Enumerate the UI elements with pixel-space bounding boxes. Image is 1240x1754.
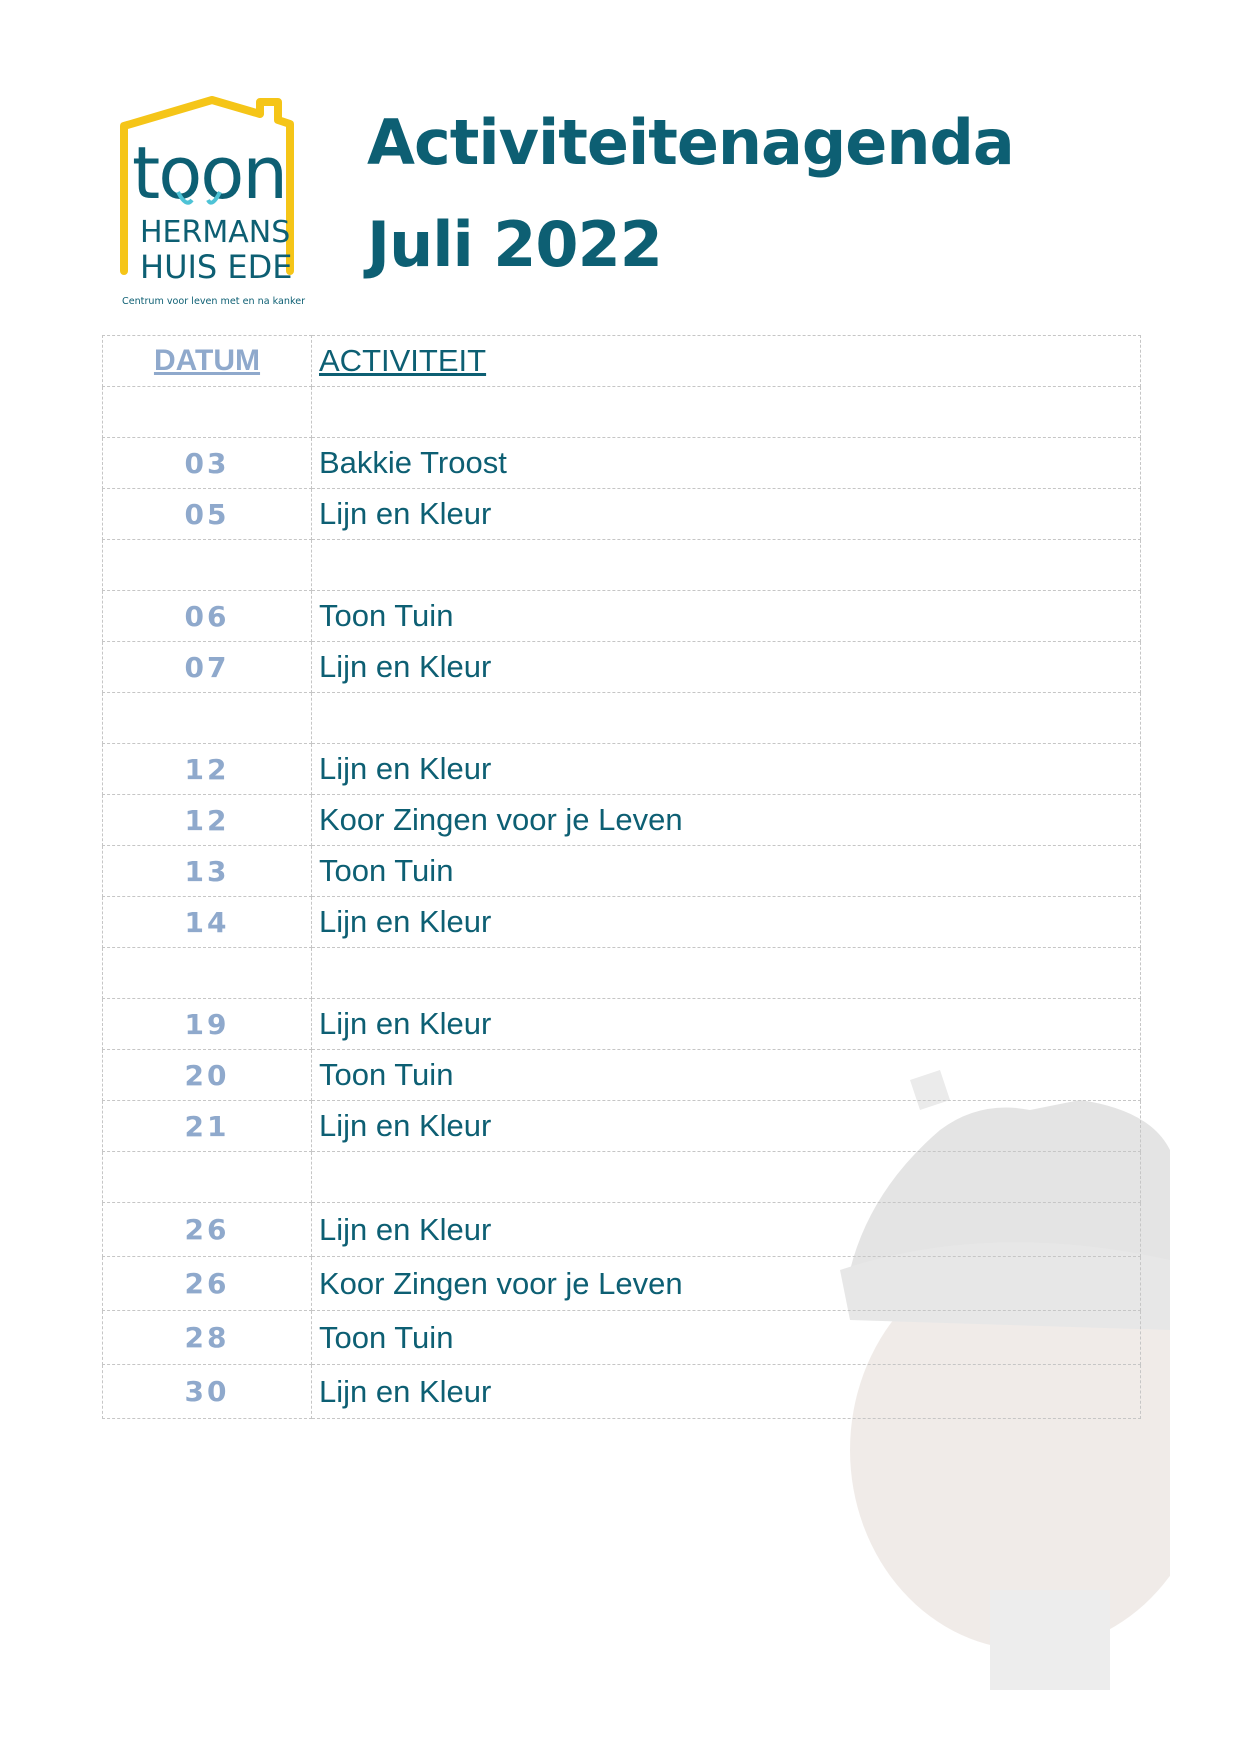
table-row [103,387,1141,438]
date-cell [103,387,312,438]
table-row [103,897,1141,948]
date-cell: 20 [103,1050,312,1101]
table-row [103,999,1141,1050]
activity-cell: Toon Tuin [312,591,1141,642]
table-row [103,1311,1141,1365]
date-cell: 30 [103,1365,312,1419]
activity-cell: Koor Zingen voor je Leven [312,1257,1141,1311]
date-cell: 26 [103,1203,312,1257]
date-cell: 26 [103,1257,312,1311]
activity-cell: Lijn en Kleur [312,1101,1141,1152]
date-cell: 06 [103,591,312,642]
activity-cell: Toon Tuin [312,1311,1141,1365]
activity-cell: Lijn en Kleur [312,1203,1141,1257]
date-cell [103,693,312,744]
header-date: DATUM [103,336,312,387]
table-row [103,948,1141,999]
page-title: Activiteitenagenda [367,106,1014,179]
date-cell [103,540,312,591]
activity-cell [312,387,1141,438]
table-row [103,1152,1141,1203]
date-cell [103,1152,312,1203]
activity-table [102,335,1141,1419]
logo-line1: HERMANS [140,215,291,250]
table-row [103,693,1141,744]
table-row [103,591,1141,642]
activity-cell [312,948,1141,999]
activity-cell [312,540,1141,591]
table-row [103,744,1141,795]
activity-cell [312,1152,1141,1203]
date-cell [103,948,312,999]
date-cell: 28 [103,1311,312,1365]
table-row [103,489,1141,540]
activity-cell: Toon Tuin [312,846,1141,897]
activity-cell: Lijn en Kleur [312,744,1141,795]
date-cell: 03 [103,438,312,489]
activity-cell: Bakkie Troost [312,438,1141,489]
table-row [103,642,1141,693]
table-row [103,1203,1141,1257]
table-row [103,540,1141,591]
date-cell: 05 [103,489,312,540]
activity-cell: Lijn en Kleur [312,897,1141,948]
table-row [103,1050,1141,1101]
logo-tagline: Centrum voor leven met en na kanker [122,296,306,307]
table-row [103,795,1141,846]
date-cell: 13 [103,846,312,897]
date-cell: 12 [103,795,312,846]
activity-cell: Lijn en Kleur [312,999,1141,1050]
activity-cell: Lijn en Kleur [312,642,1141,693]
logo-line2: HUIS EDE [140,248,293,286]
date-cell: 07 [103,642,312,693]
table-header-row [103,336,1141,387]
logo-word: toon [132,131,286,215]
activity-cell: Koor Zingen voor je Leven [312,795,1141,846]
table-row [103,1365,1141,1419]
activity-cell: Toon Tuin [312,1050,1141,1101]
date-cell: 14 [103,897,312,948]
header-activity: ACTIVITEIT [312,336,1141,387]
activity-cell: Lijn en Kleur [312,1365,1141,1419]
activity-cell [312,693,1141,744]
date-cell: 21 [103,1101,312,1152]
page-subtitle: Juli 2022 [367,208,662,281]
date-cell: 19 [103,999,312,1050]
date-cell: 12 [103,744,312,795]
table-row [103,1101,1141,1152]
toon-hermans-huis-logo [120,96,320,312]
table-row [103,846,1141,897]
activity-cell: Lijn en Kleur [312,489,1141,540]
table-row [103,438,1141,489]
table-row [103,1257,1141,1311]
